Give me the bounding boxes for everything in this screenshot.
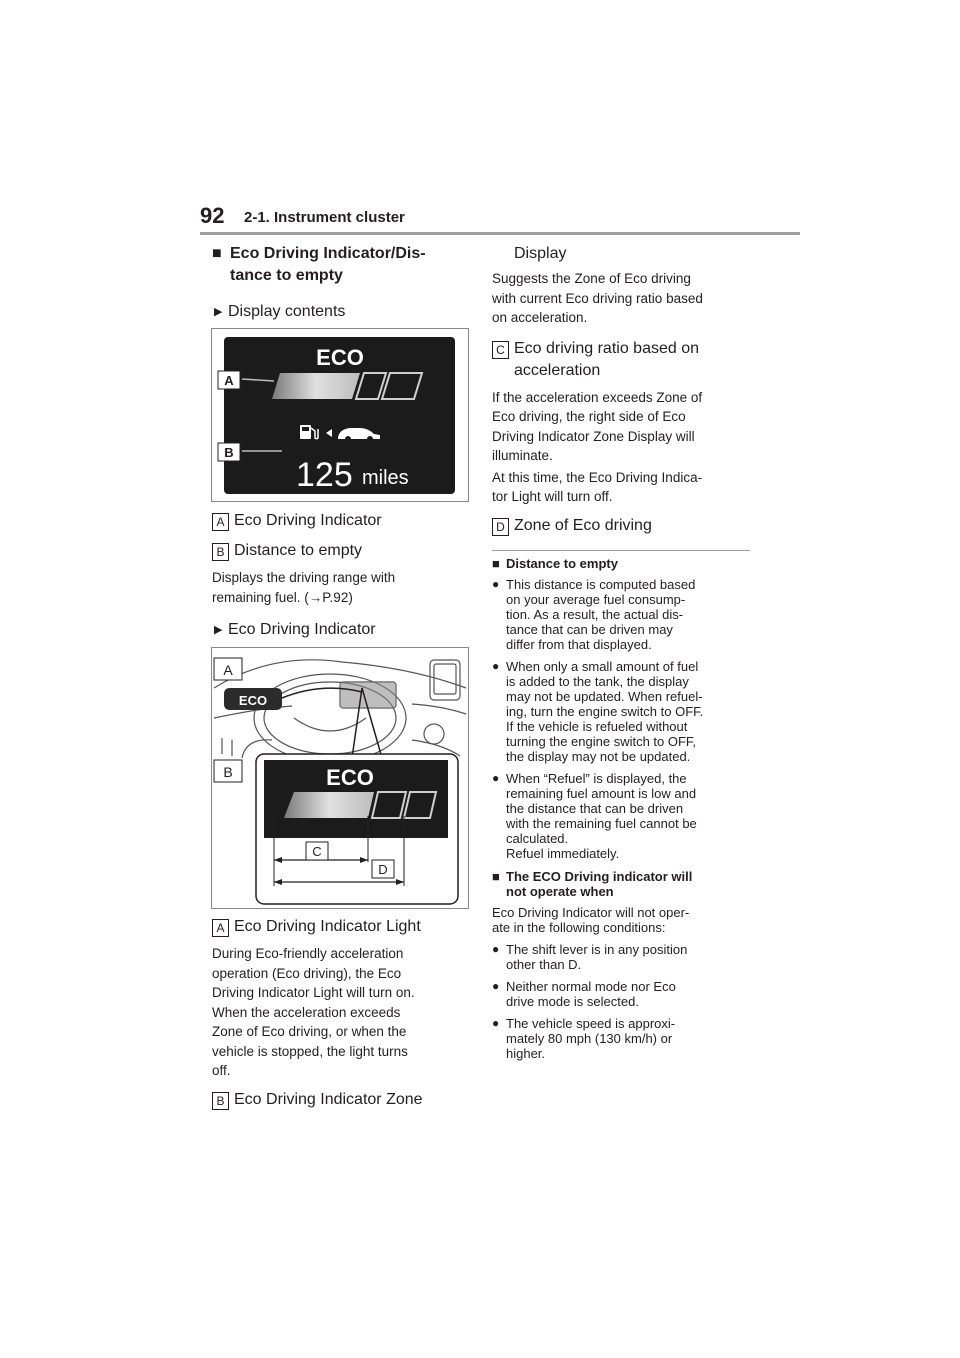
note-line: differ from that displayed.	[506, 637, 652, 652]
left-column	[212, 243, 470, 323]
distance-unit: miles	[362, 467, 409, 489]
note-line: Refuel immediately.	[506, 846, 620, 861]
desc-line: Eco driving, the right side of Eco	[492, 409, 686, 424]
header-rule	[200, 232, 800, 235]
circle-bullet-icon: ●	[492, 979, 500, 993]
note-heading-text: Distance to empty	[506, 556, 618, 571]
label-box-b: B	[212, 1092, 229, 1110]
note-heading-eco	[492, 869, 752, 899]
item-eco-indicator-zone	[212, 1089, 470, 1111]
heading-line-2: tance to empty	[230, 267, 343, 284]
square-bullet-icon: ■	[492, 556, 500, 571]
ratio-description	[492, 388, 752, 466]
label-b: B	[223, 764, 233, 780]
label-b: B	[224, 445, 234, 460]
desc-line: with current Eco driving ratio based	[492, 290, 703, 306]
item-text: Distance to empty	[234, 542, 363, 559]
note-line: higher.	[506, 1046, 546, 1061]
note-line: with the remaining fuel cannot be	[506, 816, 697, 831]
left-column-bottom	[212, 916, 470, 1111]
desc-line: During Eco-friendly acceleration	[212, 946, 404, 961]
note-line: tion. As a result, the actual dis-	[506, 607, 684, 622]
triangle-bullet-icon: ▶	[214, 624, 223, 636]
label-a: A	[223, 662, 233, 678]
note-line: When only a small amount of fuel	[506, 659, 699, 674]
eco-bar-fill	[272, 373, 360, 399]
item-text: Eco Driving Indicator Zone	[234, 1090, 423, 1108]
desc-line: vehicle is stopped, the light turns	[212, 1043, 408, 1059]
item-zone-of-eco-driving	[492, 515, 752, 537]
desc-line: If the acceleration exceeds Zone of	[492, 389, 703, 405]
note-line: the display may not be updated.	[506, 749, 691, 764]
note-bullet	[492, 1016, 752, 1061]
note-line: calculated.	[506, 831, 569, 846]
label-box-c: C	[492, 341, 509, 359]
label-box-d: D	[492, 518, 509, 536]
item-distance-to-empty	[212, 540, 470, 562]
light-description	[212, 944, 470, 1081]
circle-bullet-icon: ●	[492, 577, 500, 591]
item-text: Zone of Eco driving	[514, 516, 652, 534]
note-bullet	[492, 577, 752, 652]
desc-line: on acceleration.	[492, 310, 588, 325]
note-line: may not be updated. When refuel-	[506, 689, 703, 704]
item-text: Eco Driving Indicator Light	[234, 918, 421, 935]
desc-line: When the acceleration exceeds	[212, 1004, 401, 1020]
eco-intro	[492, 905, 752, 935]
notes-divider	[492, 550, 750, 551]
circle-bullet-icon: ●	[492, 1016, 500, 1030]
note-heading-text: The ECO Driving indicator will	[506, 869, 693, 884]
cluster-highlight	[340, 682, 396, 708]
ratio-description-2	[492, 468, 752, 507]
label-box-a: A	[212, 919, 229, 937]
desc-line: Driving Indicator Zone Display will	[492, 428, 695, 444]
desc-line: illuminate.	[492, 448, 553, 463]
left-column-lower	[212, 510, 470, 641]
label-box-b: B	[212, 543, 229, 561]
square-bullet-icon: ■	[492, 869, 500, 884]
section-title: 2-1. Instrument cluster	[244, 209, 405, 226]
desc-line: Zone of Eco driving, or when the	[212, 1024, 407, 1039]
cabin-figure-svg	[212, 648, 468, 908]
label-a: A	[224, 373, 234, 388]
display-figure-svg	[212, 329, 468, 501]
note-heading-distance	[492, 556, 752, 571]
heading-line-1: Eco Driving Indicator/Dis-	[230, 245, 426, 262]
desc-line: off.	[212, 1063, 231, 1078]
note-line: When “Refuel” is displayed, the	[506, 771, 687, 786]
note-line: turning the engine switch to OFF,	[506, 734, 697, 749]
right-column	[492, 243, 752, 537]
note-line: This distance is computed based	[506, 577, 696, 592]
desc-line: Suggests the Zone of Eco driving	[492, 271, 691, 286]
subheading-display-contents	[212, 301, 470, 323]
circle-bullet-icon: ●	[492, 659, 500, 673]
circle-bullet-icon: ●	[492, 771, 500, 785]
note-bullet	[492, 771, 752, 861]
label-d: D	[378, 862, 388, 877]
note-line: Neither normal mode nor Eco	[506, 979, 676, 994]
eco-indicator-figure	[211, 647, 469, 909]
note-bullet	[492, 942, 752, 972]
note-line: drive mode is selected.	[506, 994, 639, 1009]
eco-badge-text: ECO	[238, 693, 268, 708]
circle-bullet-icon: ●	[492, 942, 500, 956]
desc-line: Driving Indicator Light will turn on.	[212, 985, 415, 1000]
item-text: Eco driving ratio based on	[514, 339, 699, 357]
note-line: If the vehicle is refueled without	[506, 719, 688, 734]
desc-line: tor Light will turn off.	[492, 489, 613, 504]
desc-line: operation (Eco driving), the Eco	[212, 965, 402, 981]
item-eco-driving-ratio	[492, 338, 752, 382]
item-eco-driving-indicator	[212, 510, 470, 532]
desc-line: remaining fuel. (→P.92)	[212, 589, 353, 605]
note-line: remaining fuel amount is low and	[506, 786, 697, 801]
note-line: other than D.	[506, 957, 582, 972]
label-c: C	[312, 844, 322, 859]
zone-description	[492, 269, 752, 328]
note-line: is added to the tank, the display	[506, 674, 689, 689]
zone-display-continued: Display	[514, 245, 567, 262]
page-number: 92	[200, 203, 225, 228]
subheading-eco-driving-indicator	[212, 619, 470, 641]
note-bullet	[492, 659, 752, 764]
note-line: Eco Driving Indicator will not oper-	[492, 905, 690, 920]
display-contents-figure	[211, 328, 469, 502]
notes-section	[492, 556, 752, 1061]
item-text: Eco Driving Indicator	[234, 512, 382, 529]
note-line: the distance that can be driven	[506, 801, 684, 816]
distance-value: 125	[296, 456, 353, 494]
desc-line: Displays the driving range with	[212, 570, 396, 585]
eco-text: ECO	[316, 345, 364, 370]
square-bullet-icon: ■	[212, 245, 222, 262]
distance-description	[212, 568, 470, 607]
eco-bar-fill	[284, 792, 374, 818]
eco-text: ECO	[326, 765, 374, 790]
note-line: The shift lever is in any position	[506, 942, 688, 957]
desc-line: At this time, the Eco Driving Indica-	[492, 469, 703, 485]
note-line: mately 80 mph (130 km/h) or	[506, 1031, 673, 1046]
note-line: ate in the following conditions:	[492, 920, 666, 935]
note-bullet	[492, 979, 752, 1009]
triangle-bullet-icon: ▶	[214, 306, 223, 318]
subheading-text: Eco Driving Indicator	[228, 621, 376, 638]
label-box-a: A	[212, 513, 229, 531]
subheading-text: Display contents	[228, 303, 346, 320]
item-eco-indicator-light	[212, 916, 470, 938]
note-heading-text: not operate when	[506, 884, 614, 899]
note-line: on your average fuel consump-	[506, 592, 686, 607]
item-text: acceleration	[514, 361, 601, 379]
note-line: The vehicle speed is approxi-	[506, 1016, 676, 1031]
note-line: ing, turn the engine switch to OFF.	[506, 704, 704, 719]
section-heading	[212, 243, 470, 287]
dashboard-line-art	[214, 660, 466, 762]
note-line: tance that can be driven may	[506, 622, 673, 637]
